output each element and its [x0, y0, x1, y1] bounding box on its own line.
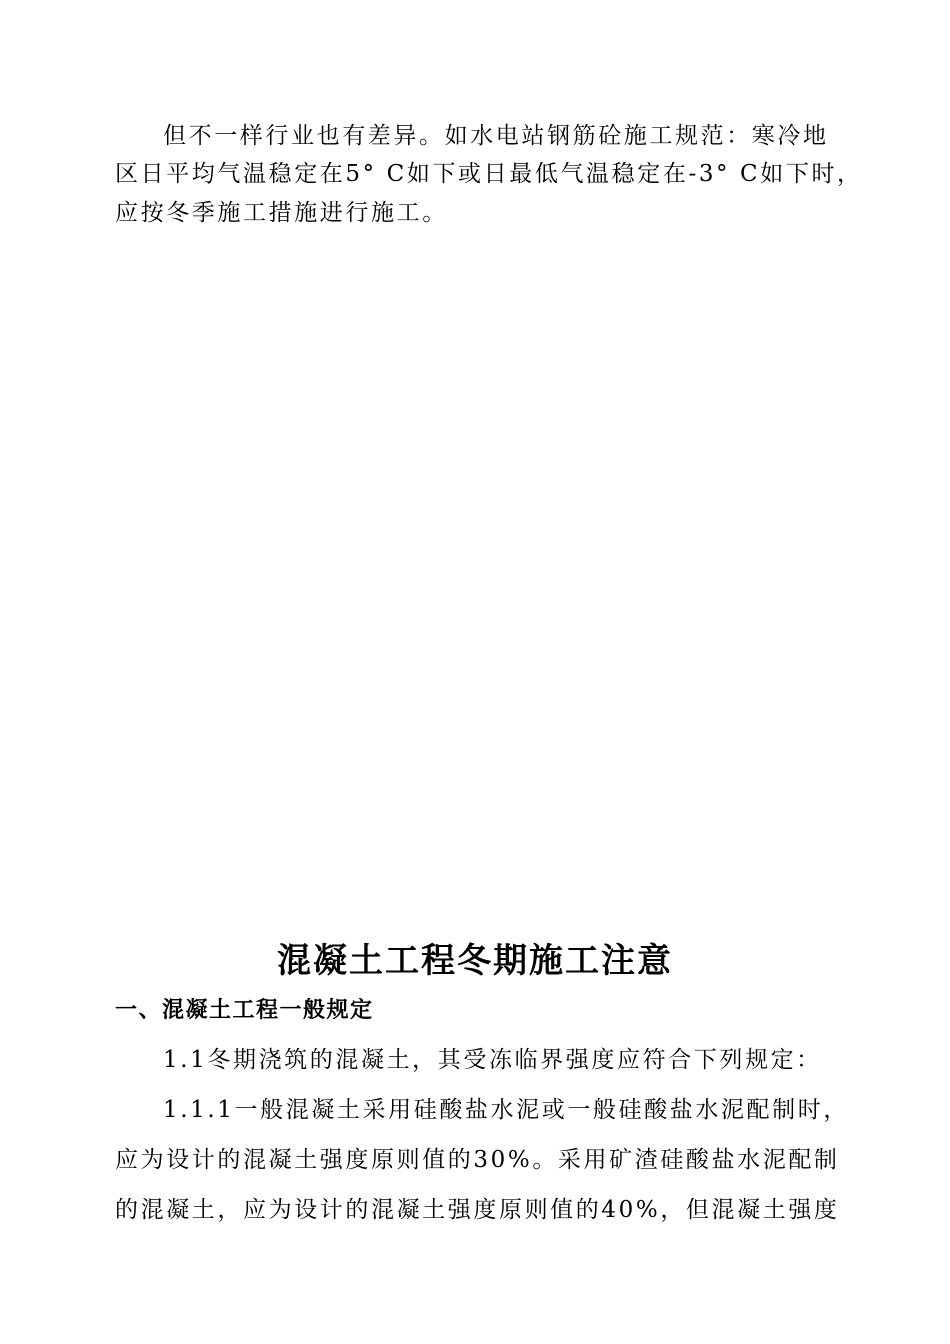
document-title: 混凝土工程冬期施工注意 — [277, 941, 673, 981]
paragraph-line: 1.1.1一般混凝土采用硅酸盐水泥或一般硅酸盐水泥配制时， — [163, 1097, 849, 1123]
paragraph-line: 1.1冬期浇筑的混凝土，其受冻临界强度应符合下列规定： — [163, 1047, 822, 1073]
paragraph-line: 的混凝土，应为设计的混凝土强度原则值的40%，但混凝土强度 — [115, 1197, 840, 1223]
paragraph-line: 但不一样行业也有差异。如水电站钢筋砼施工规范：寒冷地 — [163, 123, 829, 149]
paragraph-line: 应为设计的混凝土强度原则值的30%。采用矿渣硅酸盐水泥配制 — [115, 1147, 840, 1173]
paragraph-line: 应按冬季施工措施进行施工。 — [115, 200, 448, 226]
paragraph-line: 区日平均气温稳定在5° C如下或日最低气温稳定在-3° C如下时， — [115, 161, 863, 187]
section-heading: 一、混凝土工程一般规定 — [115, 998, 374, 1023]
